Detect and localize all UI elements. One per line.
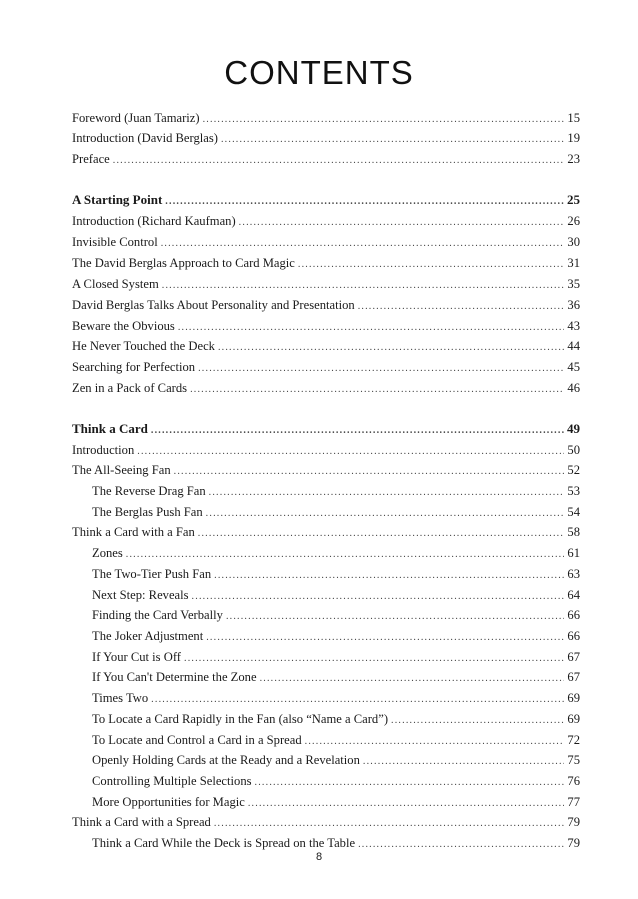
toc-entry-title: Finding the Card Verbally	[92, 608, 223, 622]
toc-entry	[72, 357, 580, 377]
toc-entry-title: Foreword (Juan Tamariz)	[72, 111, 200, 125]
toc-entry	[72, 440, 580, 460]
toc-entry	[72, 274, 580, 294]
toc-entry	[92, 564, 580, 584]
toc-entry-page: 77	[567, 795, 580, 809]
toc-entry	[72, 253, 580, 273]
toc-entry-page: 79	[567, 836, 580, 850]
dot-leader	[358, 297, 565, 317]
toc-entry-title: The Berglas Push Fan	[92, 505, 203, 519]
toc-entry-page: 31	[567, 256, 580, 270]
dot-leader	[198, 359, 564, 379]
toc-entry-title: Controlling Multiple Selections	[92, 774, 252, 788]
toc-entry	[72, 812, 580, 832]
dot-leader	[209, 483, 565, 503]
toc-entry-title: Times Two	[92, 691, 149, 705]
toc-entry-page: 44	[567, 339, 580, 353]
dot-leader	[214, 814, 565, 834]
toc-entry-page: 75	[567, 753, 580, 767]
toc-entry	[92, 543, 580, 563]
page-number: 8	[315, 851, 323, 863]
toc-entry-title: Openly Holding Cards at the Ready and a Revelation	[92, 753, 360, 767]
toc-entry-title: Think a Card While the Deck is Spread on the Table	[92, 836, 356, 850]
toc-entry-page: 50	[567, 443, 580, 457]
toc-entry	[72, 460, 580, 480]
dot-leader	[162, 276, 565, 296]
toc-entry-page: 79	[567, 815, 580, 829]
dot-leader	[206, 628, 564, 648]
toc-entry	[72, 378, 580, 398]
toc-entry-page: 76	[567, 774, 580, 788]
toc-entry	[92, 647, 580, 667]
dot-leader	[221, 130, 564, 150]
toc-entry-title: Zen in a Pack of Cards	[72, 381, 188, 395]
dot-leader	[126, 545, 565, 565]
toc-entry-title: Invisible Control	[72, 235, 158, 249]
toc-entry	[72, 108, 580, 128]
toc-entry	[92, 833, 580, 853]
toc-entry-title: The David Berglas Approach to Card Magic	[72, 256, 295, 270]
toc-entry-page: 46	[567, 381, 580, 395]
dot-leader	[214, 566, 564, 586]
toc-entry-title: To Locate a Card Rapidly in the Fan (also “Name a Card”)	[92, 712, 389, 726]
dot-leader	[226, 607, 564, 627]
dot-leader	[174, 462, 565, 482]
dot-leader	[192, 587, 565, 607]
toc-entry-title: If You Can't Determine the Zone	[92, 670, 257, 684]
toc-entry-page: 69	[567, 712, 580, 726]
page-title: CONTENTS	[224, 54, 414, 91]
toc-entry	[92, 792, 580, 812]
dot-leader	[151, 690, 564, 710]
toc-entry-page: 67	[567, 670, 580, 684]
dot-leader	[363, 752, 565, 772]
dot-leader	[218, 338, 564, 358]
toc-entry-title: A Starting Point	[72, 192, 163, 207]
toc-entry	[92, 626, 580, 646]
toc-entry-page: 63	[567, 567, 580, 581]
toc-entry-page: 36	[567, 298, 580, 312]
toc-entry-page: 26	[567, 214, 580, 228]
dot-leader	[113, 151, 565, 171]
toc-entry-page: 72	[567, 733, 580, 747]
toc-entry-title: Think a Card with a Spread	[72, 815, 211, 829]
toc-entry-title: If Your Cut is Off	[92, 650, 181, 664]
dot-leader	[391, 711, 564, 731]
toc-entry	[72, 295, 580, 315]
toc-entry	[92, 585, 580, 605]
toc-entry	[92, 688, 580, 708]
dot-leader	[298, 255, 565, 275]
toc-entry-title: Introduction	[72, 443, 135, 457]
toc-entry-title: Zones	[92, 546, 123, 560]
toc-entry-page: 66	[567, 629, 580, 643]
dot-leader	[203, 110, 565, 130]
dot-leader	[137, 442, 564, 462]
toc-entry-title: Think a Card	[72, 421, 148, 436]
toc-entry	[72, 336, 580, 356]
toc-entry-title: Next Step: Reveals	[92, 588, 189, 602]
toc-entry-page: 49	[567, 421, 580, 436]
toc-entry-title: David Berglas Talks About Personality and Presentation	[72, 298, 355, 312]
toc-entry	[92, 750, 580, 770]
toc-entry-page: 54	[567, 505, 580, 519]
toc-entry-page: 67	[567, 650, 580, 664]
toc-entry-page: 43	[567, 319, 580, 333]
toc-entry	[92, 502, 580, 522]
toc-entry	[92, 771, 580, 791]
toc-entry	[72, 128, 580, 148]
toc-entry-title: More Opportunities for Magic	[92, 795, 245, 809]
toc-entry-page: 19	[567, 131, 580, 145]
dot-leader	[184, 649, 564, 669]
dot-leader	[165, 192, 564, 212]
toc-entry-title: He Never Touched the Deck	[72, 339, 215, 353]
dot-leader	[190, 380, 564, 400]
toc-entry-page: 58	[567, 525, 580, 539]
toc-entry-title: Introduction (Richard Kaufman)	[72, 214, 236, 228]
dot-leader	[239, 213, 565, 233]
toc-entry-page: 35	[567, 277, 580, 291]
toc-entry	[72, 149, 580, 169]
toc-entry-page: 15	[567, 111, 580, 125]
dot-leader	[151, 421, 564, 441]
dot-leader	[178, 318, 565, 338]
toc-entry	[92, 709, 580, 729]
dot-leader	[206, 504, 565, 524]
toc-section-entry	[72, 190, 580, 210]
toc-entry	[92, 667, 580, 687]
toc-entry	[92, 730, 580, 750]
toc-section-entry	[72, 419, 580, 439]
toc-entry-page: 25	[567, 192, 580, 207]
dot-leader	[260, 669, 565, 689]
toc-entry-title: The Reverse Drag Fan	[92, 484, 206, 498]
toc-entry	[72, 232, 580, 252]
toc-entry-page: 64	[567, 588, 580, 602]
toc-entry-page: 30	[567, 235, 580, 249]
toc-entry	[72, 316, 580, 336]
toc-entry-title: Searching for Perfection	[72, 360, 196, 374]
toc-entry-page: 52	[567, 463, 580, 477]
toc-entry	[92, 481, 580, 501]
toc-entry	[92, 605, 580, 625]
toc-entry-page: 66	[567, 608, 580, 622]
dot-leader	[305, 732, 565, 752]
toc-entry-title: The All-Seeing Fan	[72, 463, 171, 477]
toc-entry-title: Think a Card with a Fan	[72, 525, 195, 539]
toc-entry-page: 23	[567, 152, 580, 166]
toc-entry-page: 53	[567, 484, 580, 498]
toc-entry-title: The Joker Adjustment	[92, 629, 204, 643]
toc-entry-title: Beware the Obvious	[72, 319, 175, 333]
dot-leader	[161, 234, 565, 254]
toc-entry-title: To Locate and Control a Card in a Spread	[92, 733, 302, 747]
toc-entry-title: A Closed System	[72, 277, 159, 291]
toc-entry	[72, 211, 580, 231]
dot-leader	[198, 524, 565, 544]
toc-entry-title: The Two-Tier Push Fan	[92, 567, 212, 581]
toc-entry-title: Introduction (David Berglas)	[72, 131, 218, 145]
toc-entry-page: 45	[567, 360, 580, 374]
toc-entry-page: 69	[567, 691, 580, 705]
toc-entry	[72, 522, 580, 542]
toc-entry-page: 61	[567, 546, 580, 560]
dot-leader	[248, 794, 565, 814]
toc-entry-title: Preface	[72, 152, 110, 166]
dot-leader	[255, 773, 565, 793]
